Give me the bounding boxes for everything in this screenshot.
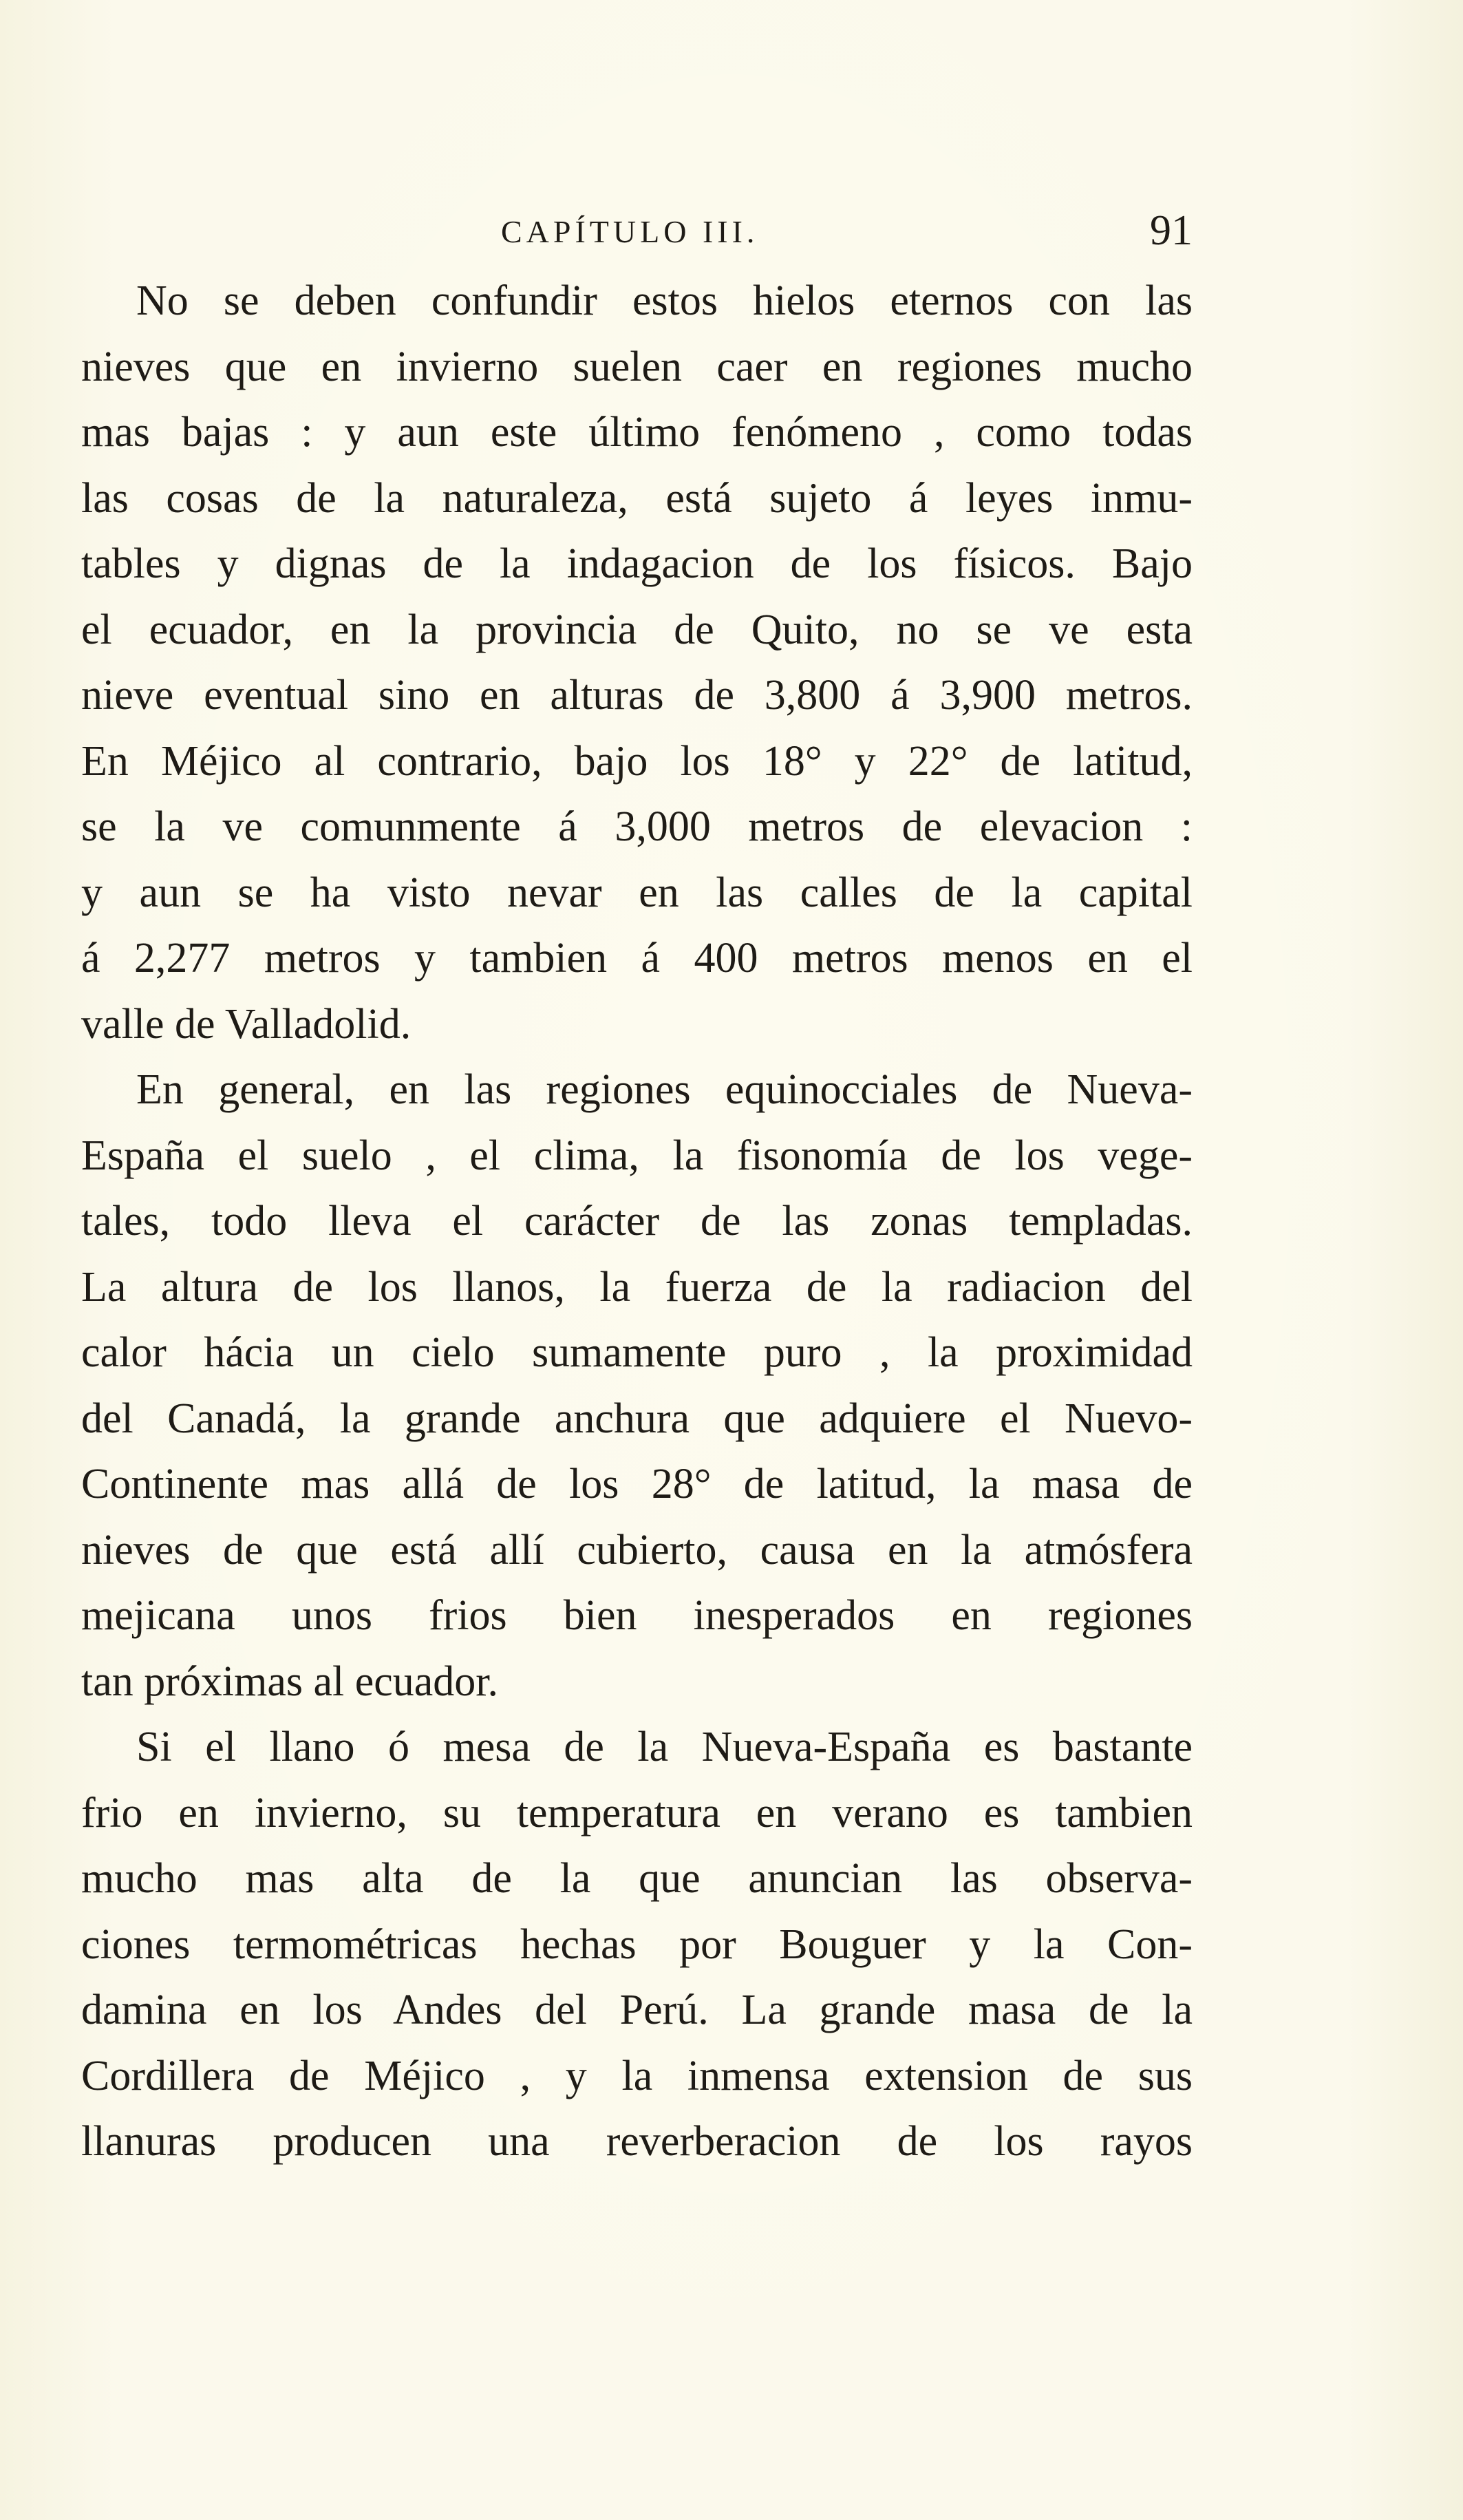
text-line: damina en los Andes del Perú. La grande masa de la xyxy=(81,1987,1193,2033)
text-line: La altura de los llanos, la fuerza de la radiacion del xyxy=(81,1263,1193,1311)
page-number: 91 xyxy=(1150,207,1193,254)
text-line: tables y dignas de la indagacion de los físicos. Bajo xyxy=(81,540,1193,587)
text-line: nieves de que está allí cubierto, causa en la atmósfera xyxy=(81,1526,1193,1574)
text-line: En general, en las regiones equinocciales de Nueva- xyxy=(136,1066,1193,1113)
text-line: las cosas de la naturaleza, está sujeto á leyes inmu- xyxy=(81,474,1193,522)
text-line: el ecuador, en la provincia de Quito, no se ve esta xyxy=(81,606,1193,653)
running-title: CAPÍTULO III. xyxy=(501,214,759,249)
text-line: á 2,277 metros y tambien á 400 metros menos en el xyxy=(81,935,1193,982)
text-line: España el suelo , el clima, la fisonomía de los vege- xyxy=(81,1132,1193,1179)
text-line: nieves que en invierno suelen caer en regiones mucho xyxy=(81,343,1193,390)
text-line: Continente mas allá de los 28° de latitud, la masa de xyxy=(81,1461,1193,1507)
text-line: Cordillera de Méjico , y la inmensa extension de sus xyxy=(81,2052,1193,2099)
text-line: ciones termométricas hechas por Bouguer y la Con- xyxy=(81,1920,1193,1968)
text-line: valle de Valladolid. xyxy=(81,1000,412,1048)
text-line: En Méjico al contrario, bajo los 18° y 22° de latitud, xyxy=(81,737,1193,785)
text-line: tales, todo lleva el carácter de las zonas templadas. xyxy=(81,1198,1193,1245)
text-line: mas bajas : y aun este último fenómeno , como todas xyxy=(81,409,1193,456)
text-line: se la ve comunmente á 3,000 metros de elevacion : xyxy=(81,803,1193,850)
text-line: llanuras producen una reverberacion de los rayos xyxy=(81,2118,1193,2165)
text-line: mucho mas alta de la que anuncian las observa- xyxy=(81,1855,1193,1902)
text-line: No se deben confundir estos hielos eternos con las xyxy=(136,277,1193,324)
text-line: del Canadá, la grande anchura que adquiere el Nuevo- xyxy=(81,1395,1193,1442)
text-line: frio en invierno, su temperatura en verano es tambien xyxy=(81,1789,1193,1836)
text-line: tan próximas al ecuador. xyxy=(81,1658,499,1705)
running-head xyxy=(81,207,1193,262)
text-line: Si el llano ó mesa de la Nueva-España es bastante xyxy=(136,1724,1193,1770)
body-text xyxy=(81,268,1193,2175)
text-line: nieve eventual sino en alturas de 3,800 á 3,900 metros. xyxy=(81,672,1193,719)
text-line: mejicana unos frios bien inesperados en regiones xyxy=(81,1592,1193,1639)
text-line: y aun se ha visto nevar en las calles de la capital xyxy=(81,869,1193,916)
text-line: calor hácia un cielo sumamente puro , la proximidad xyxy=(81,1329,1193,1376)
